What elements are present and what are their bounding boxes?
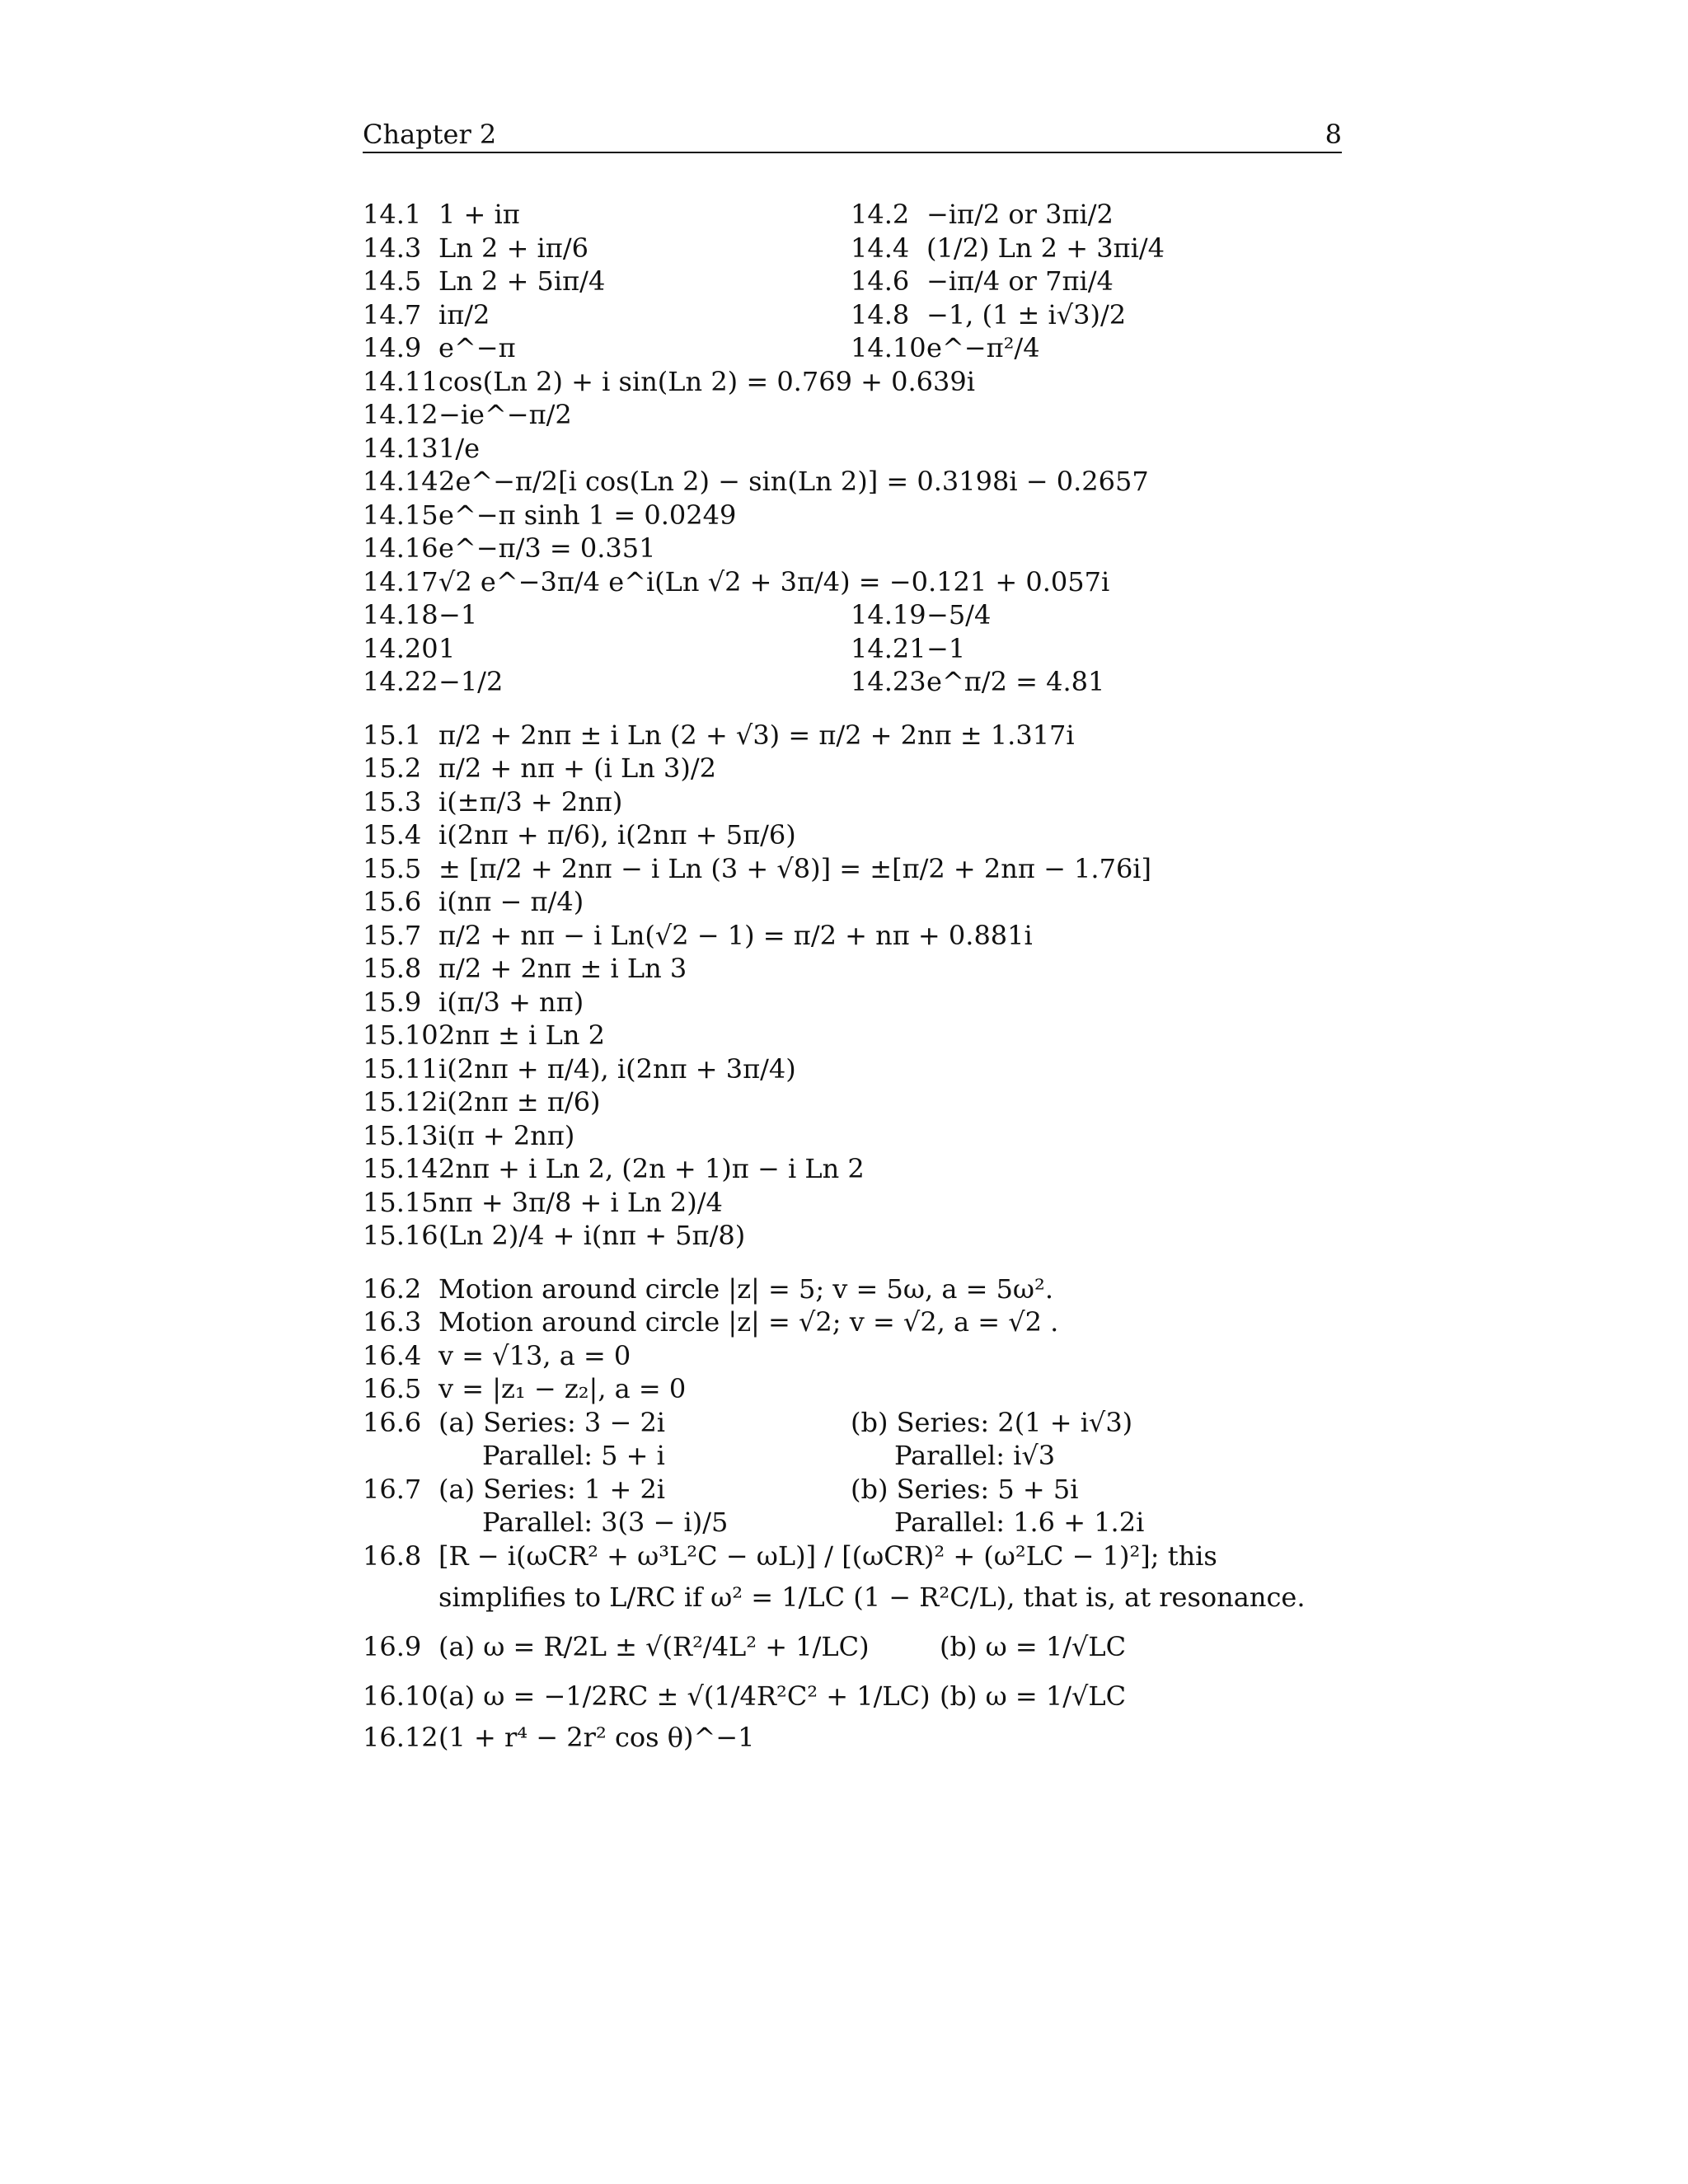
answer-text-b: (b) Series: 2(1 + i√3)	[851, 1406, 1133, 1438]
answer-row	[363, 331, 1342, 365]
answer-text-a: (a) Series: 3 − 2i	[438, 1406, 666, 1438]
answer-text: Motion around circle |z| = 5; v = 5ω, a = 5ω².	[438, 1272, 1054, 1305]
page	[363, 115, 1342, 1753]
answer-text-b: (b) ω = 1/√LC	[940, 1680, 1127, 1712]
answer-row	[363, 1473, 1342, 1507]
answer-text: e^−π sinh 1 = 0.0249	[438, 499, 737, 531]
problem-number: 14.8	[851, 298, 910, 330]
answer-text: v = |z₁ − z₂|, a = 0	[438, 1373, 687, 1404]
answer-text: v = √13, a = 0	[438, 1339, 631, 1371]
answer-row	[363, 198, 1342, 232]
answer-row	[363, 1622, 1342, 1671]
answer-row	[363, 952, 1342, 986]
answer-row	[363, 632, 1342, 666]
problem-number: 16.7	[363, 1473, 422, 1505]
problem-number: 14.19	[851, 599, 926, 630]
problem-number: 16.6	[363, 1406, 422, 1438]
answer-row	[363, 1540, 1342, 1573]
problem-number: 14.20	[363, 632, 438, 664]
answer-text: −ie^−π/2	[438, 399, 572, 430]
answer-text: Ln 2 + iπ/6	[438, 232, 588, 264]
problem-number: 14.5	[363, 265, 422, 297]
answer-text-b-parallel: Parallel: i√3	[894, 1440, 1056, 1471]
answer-text: (Ln 2)/4 + i(nπ + 5π/8)	[438, 1220, 746, 1251]
answer-text: (1/2) Ln 2 + 3πi/4	[926, 232, 1165, 264]
problem-number: 15.3	[363, 785, 422, 818]
answer-row	[363, 1671, 1342, 1721]
answer-text: −5/4	[926, 599, 992, 630]
problem-number: 15.8	[363, 953, 422, 984]
answer-text: i(2nπ ± π/6)	[438, 1086, 601, 1118]
answer-text: e^−π	[438, 332, 516, 363]
problem-number: 15.14	[363, 1153, 438, 1184]
answer-row	[363, 1406, 1342, 1440]
answer-row	[363, 1721, 1342, 1755]
answer-row	[363, 365, 1342, 399]
problem-number: 15.1	[363, 719, 422, 751]
problem-number: 14.15	[363, 499, 438, 531]
problem-number: 14.1	[363, 199, 422, 230]
answer-text-b-parallel: Parallel: 1.6 + 1.2i	[894, 1507, 1145, 1538]
answer-text-b: (b) ω = 1/√LC	[940, 1631, 1127, 1662]
answer-row	[363, 785, 1342, 819]
answer-text-a: (a) Series: 1 + 2i	[438, 1473, 666, 1505]
answer-text: [R − i(ωCR² + ω³L²C − ωL)] / [(ωCR)² + (ω²LC − 1)²]; this	[438, 1540, 1217, 1572]
answer-row	[363, 919, 1342, 953]
problem-number: 16.12	[363, 1722, 438, 1753]
answer-text: −iπ/2 or 3πi/2	[926, 199, 1114, 230]
answer-text: 1 + iπ	[438, 199, 520, 230]
answer-text-a-parallel: Parallel: 3(3 − i)/5	[482, 1507, 729, 1538]
answers	[363, 198, 1342, 1755]
answer-row-cont	[363, 1506, 1342, 1540]
answer-text: i(±π/3 + 2nπ)	[438, 785, 623, 818]
answer-row	[363, 1186, 1342, 1220]
problem-number: 15.2	[363, 752, 422, 784]
problem-number: 14.13	[363, 432, 438, 464]
answer-text: −1	[926, 632, 966, 664]
problem-number: 15.4	[363, 819, 422, 851]
answer-row	[363, 665, 1342, 699]
problem-number: 14.9	[363, 332, 422, 363]
problem-number: 14.4	[851, 232, 910, 264]
answer-text: e^−π/3 = 0.351	[438, 532, 656, 564]
answer-row	[363, 565, 1342, 599]
answer-row	[363, 499, 1342, 532]
answer-text: 2e^−π/2[i cos(Ln 2) − sin(Ln 2)] = 0.3198i − 0.2657	[438, 466, 1149, 497]
problem-number: 14.18	[363, 599, 438, 630]
answer-text-b: (b) Series: 5 + 5i	[851, 1473, 1079, 1505]
answer-row	[363, 752, 1342, 785]
problem-number: 14.3	[363, 232, 422, 264]
problem-number: 14.22	[363, 666, 438, 697]
problem-number: 15.12	[363, 1086, 438, 1118]
answer-row	[363, 719, 1342, 752]
problem-number: 14.21	[851, 632, 926, 664]
answer-text: ± [π/2 + 2nπ − i Ln (3 + √8)] = ±[π/2 + 2nπ − 1.76i]	[438, 852, 1152, 884]
answer-text: 1	[438, 632, 456, 664]
answer-row	[363, 1085, 1342, 1119]
answer-row	[363, 265, 1342, 298]
answer-row-cont	[363, 1439, 1342, 1473]
answer-text: i(2nπ + π/6), i(2nπ + 5π/6)	[438, 819, 796, 851]
problem-number: 15.5	[363, 852, 422, 884]
answer-row	[363, 532, 1342, 565]
problem-number: 15.13	[363, 1119, 438, 1151]
problem-number: 16.2	[363, 1272, 422, 1305]
answer-text: −1	[438, 599, 478, 630]
answer-text: π/2 + 2nπ ± i Ln 3	[438, 953, 687, 984]
answer-row	[363, 1272, 1342, 1306]
answer-text: i(π + 2nπ)	[438, 1119, 575, 1151]
chapter-label: Chapter 2	[363, 119, 497, 150]
problem-number: 16.9	[363, 1631, 422, 1662]
problem-number: 15.11	[363, 1052, 438, 1085]
problem-number: 14.10	[851, 332, 926, 363]
answer-text: Motion around circle |z| = √2; v = √2, a = √2 .	[438, 1306, 1059, 1338]
answer-row	[363, 232, 1342, 265]
problem-number: 15.10	[363, 1019, 438, 1051]
answer-text: iπ/2	[438, 298, 490, 330]
answer-row	[363, 1219, 1342, 1253]
answer-row	[363, 1339, 1342, 1373]
answer-row	[363, 885, 1342, 919]
answer-row	[363, 1305, 1342, 1339]
answer-row	[363, 598, 1342, 632]
answer-row	[363, 465, 1342, 499]
answer-row	[363, 298, 1342, 332]
answer-row	[363, 1119, 1342, 1153]
answer-row	[363, 398, 1342, 432]
answer-row	[363, 852, 1342, 886]
answer-text: −iπ/4 or 7πi/4	[926, 265, 1114, 297]
answer-row	[363, 1052, 1342, 1086]
answer-text: e^π/2 = 4.81	[926, 666, 1105, 697]
answer-text: π/2 + nπ + (i Ln 3)/2	[438, 752, 717, 784]
problem-number: 16.8	[363, 1540, 422, 1572]
answer-row-cont	[363, 1572, 1342, 1622]
problem-number: 15.9	[363, 986, 422, 1018]
answer-text-a: (a) ω = R/2L ± √(R²/4L² + 1/LC)	[438, 1631, 870, 1662]
answer-text: i(π/3 + nπ)	[438, 986, 584, 1018]
running-head	[363, 115, 1342, 153]
answer-text: i(nπ − π/4)	[438, 886, 584, 917]
problem-number: 14.12	[363, 399, 438, 430]
answer-text: 1/e	[438, 432, 481, 464]
problem-number: 14.14	[363, 466, 438, 497]
answer-row	[363, 986, 1342, 1019]
answer-text: 2nπ + i Ln 2, (2n + 1)π − i Ln 2	[438, 1153, 865, 1184]
section-15	[363, 719, 1342, 1253]
answer-text: −1, (1 ± i√3)/2	[926, 298, 1127, 330]
answer-row	[363, 1019, 1342, 1052]
problem-number: 14.16	[363, 532, 438, 564]
problem-number: 16.4	[363, 1339, 422, 1371]
answer-text: i(2nπ + π/4), i(2nπ + 3π/4)	[438, 1052, 796, 1085]
answer-row	[363, 1152, 1342, 1186]
section-16	[363, 1272, 1342, 1755]
section-14	[363, 198, 1342, 699]
answer-text: 2nπ ± i Ln 2	[438, 1019, 605, 1051]
answer-text-continued: simplifies to L/RC if ω² = 1/LC (1 − R²C/L), that is, at resonance.	[438, 1582, 1306, 1613]
problem-number: 15.16	[363, 1220, 438, 1251]
answer-text: (1 + r⁴ − 2r² cos θ)^−1	[438, 1722, 755, 1753]
answer-text: cos(Ln 2) + i sin(Ln 2) = 0.769 + 0.639i	[438, 365, 975, 397]
answer-text-a-parallel: Parallel: 5 + i	[482, 1440, 665, 1471]
problem-number: 15.7	[363, 919, 422, 951]
answer-row	[363, 432, 1342, 466]
problem-number: 14.17	[363, 565, 438, 598]
answer-text: e^−π²/4	[926, 332, 1040, 363]
problem-number: 14.23	[851, 666, 926, 697]
answer-text: √2 e^−3π/4 e^i(Ln √2 + 3π/4) = −0.121 + 0.057i	[438, 565, 1110, 598]
problem-number: 14.7	[363, 298, 422, 330]
problem-number: 14.6	[851, 265, 910, 297]
problem-number: 16.5	[363, 1373, 422, 1404]
problem-number: 16.3	[363, 1306, 422, 1338]
problem-number: 15.15	[363, 1186, 438, 1218]
problem-number: 14.11	[363, 365, 438, 397]
answer-text-a: (a) ω = −1/2RC ± √(1/4R²C² + 1/LC)	[438, 1680, 931, 1712]
answer-text: π/2 + nπ − i Ln(√2 − 1) = π/2 + nπ + 0.881i	[438, 919, 1033, 951]
problem-number: 15.6	[363, 886, 422, 917]
answer-text: Ln 2 + 5iπ/4	[438, 265, 606, 297]
answer-text: π/2 + 2nπ ± i Ln (2 + √3) = π/2 + 2nπ ± 1.317i	[438, 719, 1075, 751]
answer-row	[363, 818, 1342, 852]
problem-number: 16.10	[363, 1680, 438, 1712]
problem-number: 14.2	[851, 199, 910, 230]
answer-row	[363, 1372, 1342, 1406]
answer-text: −1/2	[438, 666, 504, 697]
answer-text: nπ + 3π/8 + i Ln 2)/4	[438, 1186, 723, 1218]
page-number: 8	[1325, 119, 1342, 150]
